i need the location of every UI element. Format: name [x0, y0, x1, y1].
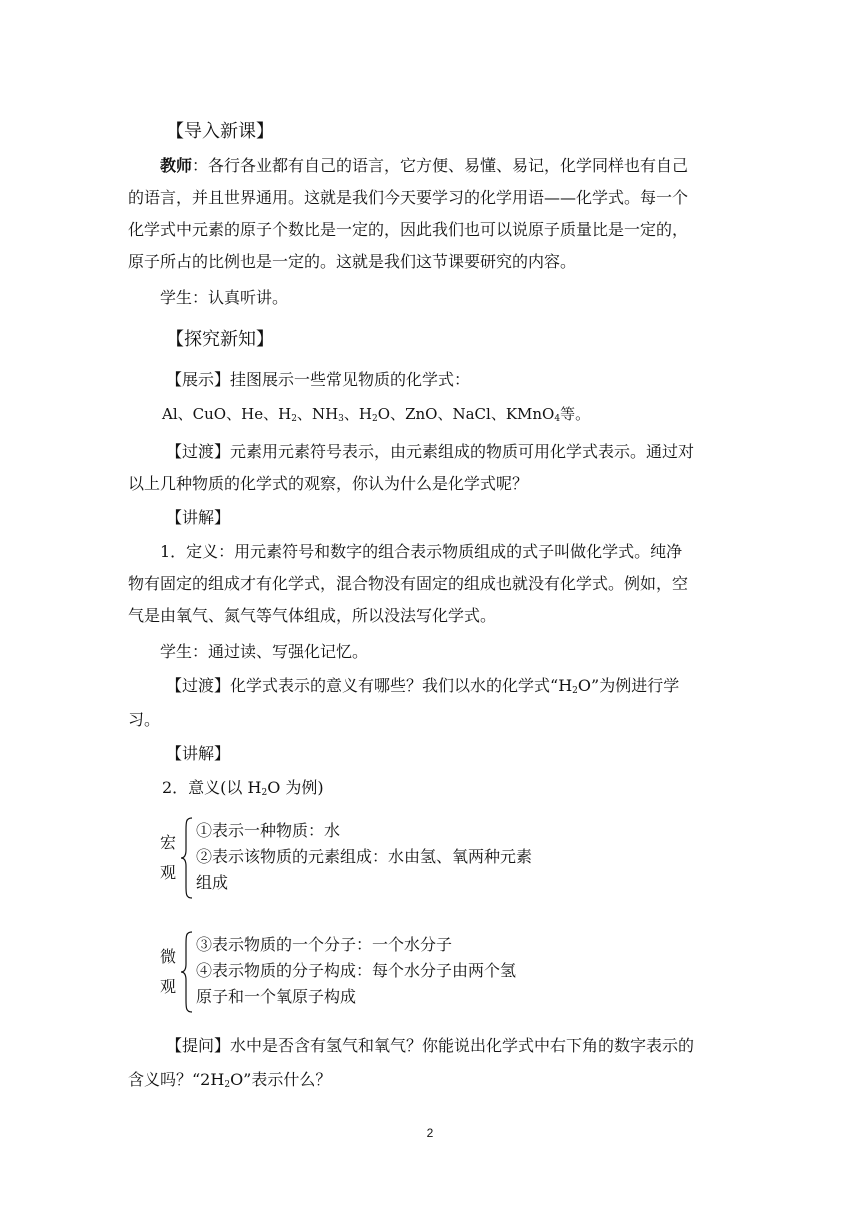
transition-2-line-2: 习。 — [128, 710, 161, 729]
micro-item-1: ③表示物质的一个分子：一个水分子 — [196, 935, 453, 954]
micro-item-2: ④表示物质的分子构成：每个水分子由两个氢 — [196, 961, 517, 980]
formula-h2: $H_2$ — [278, 405, 297, 424]
formula-kmno4: KMnO$_4$ — [505, 405, 561, 424]
show-line — [166, 364, 746, 396]
explain-1-line-1: 1．定义：用元素符号和数字的组合表示物质组成的式子叫做化学式。纯净 — [160, 542, 683, 561]
question-line-2: 含义吗？“$2H_2O$”表示什么？ — [128, 1070, 332, 1090]
transition-2-line-1: 【过渡】化学式表示的意义有哪些？我们以水的化学式“$H_2O$”为例进行学 — [166, 676, 680, 696]
macro-label-1: 宏 — [160, 833, 177, 852]
meaning-heading: 2．意义(以 $H_2O$ 为例) — [162, 778, 324, 798]
transition-1-line-2: 以上几种物质的化学式的观察，你认为什么是化学式呢？ — [128, 474, 529, 493]
explain-1-line-3: 气是由氧气、氮气等气体组成，所以没法写化学式。 — [128, 606, 497, 625]
question-label: 【提问】 — [166, 1036, 231, 1055]
explain-1-label: 【讲解】 — [166, 508, 231, 527]
show-text: 挂图展示一些常见物质的化学式： — [230, 370, 471, 389]
explore-heading: 【探究新知】 — [166, 329, 274, 350]
explain-1-line-2: 物有固定的组成才有化学式，混合物没有固定的组成也就没有化学式。例如，空 — [128, 574, 689, 593]
intro-heading: 【导入新课】 — [166, 121, 274, 142]
formula-al: Al — [162, 405, 178, 423]
macro-items — [196, 818, 576, 896]
formula-he: He — [241, 405, 264, 423]
brace-icon — [180, 930, 194, 1014]
macro-item-2: ②表示该物质的元素组成：水由氢、氧两种元素 — [196, 847, 533, 866]
macro-brace-block — [160, 816, 580, 900]
micro-brace-block — [160, 930, 580, 1014]
teacher-paragraph-line-4: 原子所占的比例也是一定的。这就是我们这节课要研究的内容。 — [128, 252, 577, 271]
formula-zno: ZnO — [405, 405, 438, 423]
formula-list: Al、CuO、He、$H_2$、$NH_3$、$H_2O$、ZnO、NaCl、KMnO$_4$等。 — [162, 405, 591, 424]
teacher-text-1: ：各行各业都有自己的语言，它方便、易懂、易记，化学同样也有自己 — [192, 156, 689, 175]
macro-label-2: 观 — [160, 863, 177, 882]
show-label: 【展示】 — [166, 370, 231, 389]
macro-item-3: 组成 — [196, 873, 229, 892]
formula-cuo: CuO — [192, 405, 227, 423]
micro-label-1: 微 — [160, 947, 177, 966]
teacher-paragraph-line-3: 化学式中元素的原子个数比是一定的，因此我们也可以说原子质量比是一定的， — [128, 220, 689, 239]
question-line-1: 【提问】水中是否含有氢气和氧气？你能说出化学式中右下角的数字表示的 — [166, 1036, 695, 1055]
brace-icon — [180, 816, 194, 900]
micro-label-2: 观 — [160, 977, 177, 996]
macro-item-1: ①表示一种物质：水 — [196, 821, 341, 840]
transition-2-label: 【过渡】 — [166, 676, 231, 695]
explain-2-label: 【讲解】 — [166, 744, 231, 763]
teacher-paragraph-line-1 — [160, 150, 740, 182]
student-line-1: 学生：认真听讲。 — [160, 288, 289, 307]
page-number: 2 — [426, 1126, 434, 1140]
formula-nh3: $NH_3$ — [311, 405, 344, 424]
teacher-paragraph-line-2: 的语言，并且世界通用。这就是我们今天要学习的化学用语——化学式。每一个 — [128, 188, 689, 207]
transition-1-line-1: 【过渡】元素用元素符号表示，由元素组成的物质可用化学式表示。通过对 — [166, 442, 695, 461]
formula-nacl: NaCl — [452, 405, 491, 423]
micro-item-3: 原子和一个氧原子构成 — [196, 987, 357, 1006]
teacher-label: 教师 — [160, 156, 193, 175]
student-line-2: 学生：通过读、写强化记忆。 — [160, 642, 369, 661]
transition-1-label: 【过渡】 — [166, 442, 231, 461]
formula-tail: 等。 — [560, 405, 591, 423]
micro-items — [196, 932, 576, 1010]
formula-h2o: $H_2O$ — [358, 405, 391, 424]
